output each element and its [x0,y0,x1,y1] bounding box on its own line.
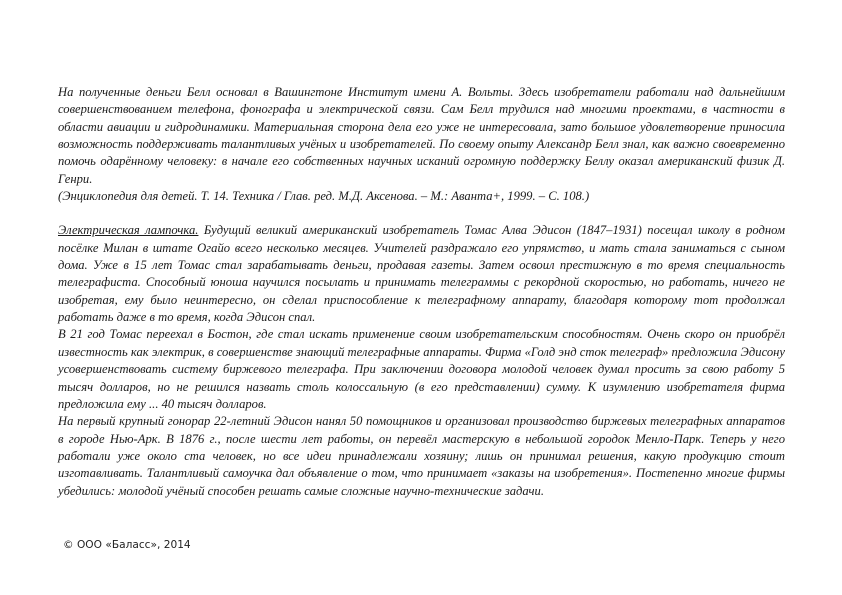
edison-paragraph-3: На первый крупный гонорар 22-летний Эдисон нанял 50 помощников и организовал производство биржевых телеграфных аппаратов в городе Нью-Арк. В 1876 г., после шести лет работы, он перевёл мастерскую в небольшой городок Менло-Парк. Теперь у него работали уже около ста человек, но все идеи принадлежали хозяину; лишь он принимал решения, какую продукцию стоит изготавливать. Талантливый самоучка дал объявление о том, что принимает «заказы на изобретения». Постепенно многие фирмы убедились: молодой учёный способен решать самые сложные научно-технические задачи. [58,414,785,498]
bell-source-citation: (Энциклопедия для детей. Т. 14. Техника / Глав. ред. М.Д. Аксенова. – М.: Аванта+, 1999. – С. 108.) [58,189,590,204]
edison-paragraph-1 [58,222,785,326]
copyright-footer: © ООО «Баласс», 2014 [63,539,191,551]
bell-paragraph: На полученные деньги Белл основал в Вашингтоне Институт имени А. Вольты. Здесь изобретатели работали над дальнейшим совершенствованием телефона, фонографа и электрической связи. Сам Белл трудился над многими проектами, в частности в области авиации и гидродинамики. Материальная сторона дела его уже не интересовала, зато большое удовлетворение приносила возможность поддерживать талантливых учёных и изобретателей. По своему опыту Александр Белл знал, как важно своевременно помочь одарённому человеку: в начале его собственных научных исканий огромную поддержку Беллу оказал американский физик Д. Генри. [58,85,785,186]
edison-paragraph-2: В 21 год Томас переехал в Бостон, где стал искать применение своим изобретательским способностям. Очень скоро он приобрёл известность как электрик, в совершенстве знающий телеграфные аппараты. Фирма «Голд энд сток телеграф» предложила Эдисону усовершенствовать систему биржевого телеграфа. При заключении договора молодой человек думал просить за свою работу 5 тысяч долларов, но не решился назвать столь колоссальную (в его представлении) сумму. К изумлению изобретателя фирма предложила ему ... 40 тысяч долларов. [58,327,785,411]
edison-paragraph-1-text: Будущий великий американский изобретатель Томас Алва Эдисон (1847–1931) посещал школу в родном посёлке Милан в штате Огайо всего несколько месяцев. Учителей раздражало его упрямство, и мать стала заниматься с сыном дома. Уже в 15 лет Томас стал зарабатывать деньги, продавая газеты. Затем освоил престижную в то время специальность телеграфиста. Способный юноша научился посылать и принимать телеграммы с рекордной скоростью, но работать, ничего не изобретая, ему было неинтересно, он сделал приспособление к телеграфному аппарату, благодаря которому тот продолжал работать даже в то время, когда Эдисон спал. [58,223,785,325]
edison-section-heading: Электрическая лампочка. [58,223,199,238]
section-gap [58,205,785,222]
document-body [58,84,785,500]
